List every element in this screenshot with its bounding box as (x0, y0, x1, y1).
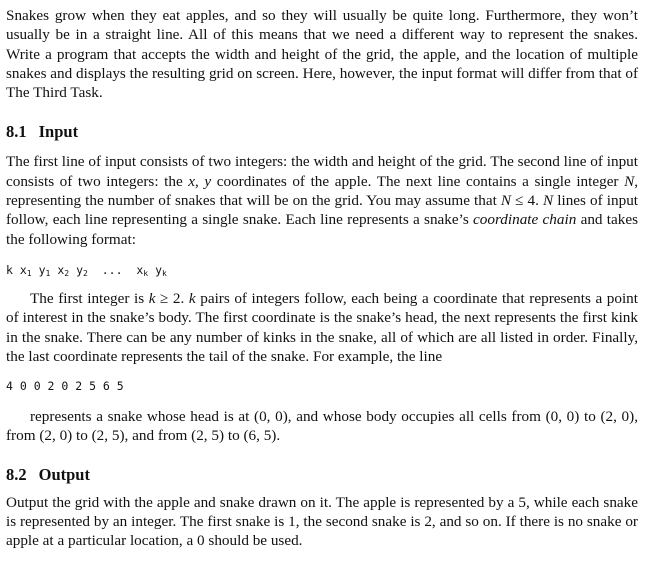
code-y: y (38, 262, 46, 277)
code-dots: ... (101, 262, 123, 277)
code-k: k (6, 262, 20, 277)
code-sub: 1 (45, 268, 51, 278)
emphasis-coordinate-chain: coordinate chain (473, 211, 577, 229)
text-run: and takes the following format: (6, 211, 638, 248)
text-run: pairs of integers follow, each being a coordinate that represents a point of interest in the snake’s body. The first coordinate is the snake’s head, the next represents the first kink in the snake. There can be any number of kinks in the snake, all of which are all listed in order. Finally, the last coordinate represents the tail of the snake. For example, the line (6, 289, 638, 365)
code-sub: k (162, 268, 167, 278)
math-k: k (148, 289, 156, 307)
document-page (6, 6, 638, 551)
section-heading-input (6, 122, 638, 142)
format-line (6, 262, 638, 278)
code-x: x (19, 262, 27, 277)
section-number: 8.2 (6, 464, 27, 484)
input-paragraph (6, 152, 638, 248)
section-title: Output (38, 464, 90, 484)
math-geq: ≥ 2. (155, 289, 189, 307)
code-x: x (136, 262, 144, 277)
text-run: The first integer is (30, 289, 149, 307)
example-line: 4 0 0 2 0 2 5 6 5 (6, 379, 124, 394)
math-x: x (188, 172, 196, 190)
intro-paragraph: Snakes grow when they eat apples, and so they will usually be quite long. Furthermore, they won’t usually be in a straight line. All of this means that we need a different way to represent the snakes. Write a program that accepts the width and height of the grid, the apple, and the location of multiple snakes and displays the resulting grid on screen. Here, however, the input format will differ from that of The Third Task. (6, 7, 638, 102)
math-y: y (204, 172, 212, 190)
code-space (88, 263, 102, 277)
math-k: k (188, 289, 196, 307)
example-explanation-paragraph: represents a snake whose head is at (0, 0), and whose body occupies all cells from (0, 0) to (2, 0), from (2, 0) to (2, 5), and from (2, 5) to (6, 5). (6, 408, 638, 445)
output-paragraph: Output the grid with the apple and snake drawn on it. The apple is represented by a 5, while each snake is represented by an integer. The first snake is 1, the second snake is 2, and so on. If there is no snake or apple at a particular location, a 0 should be used. (6, 493, 638, 550)
section-title: Input (38, 122, 79, 142)
code-sub: 2 (64, 268, 70, 278)
code-space (32, 263, 39, 277)
code-y: y (155, 262, 163, 277)
code-sub: k (143, 268, 149, 278)
text-run: , (195, 172, 205, 190)
section-number: 8.1 (6, 122, 27, 142)
code-y: y (76, 262, 83, 277)
text-run: The first line of input consists of two integers: the width and height of the grid. The second line of input consists of two integers: the (6, 153, 638, 190)
text-run: lines of input follow, each line representing a single snake. Each line represents a snake’s (6, 192, 639, 229)
text-run: coordinates of the apple. The next line contains a single integer (211, 172, 625, 190)
code-sub: 1 (26, 268, 32, 278)
math-n: N (500, 192, 512, 210)
code-sub: 2 (83, 268, 88, 278)
section-heading-output (6, 465, 638, 485)
math-n: N (624, 172, 635, 190)
text-run: , representing the number of snakes that will be on the grid. You may assume that (6, 172, 639, 210)
math-n: N (543, 192, 554, 210)
coordinate-chain-paragraph (6, 289, 638, 366)
code-x: x (57, 262, 65, 277)
code-space (123, 263, 137, 277)
math-leq: ≤ 4. (511, 192, 544, 210)
